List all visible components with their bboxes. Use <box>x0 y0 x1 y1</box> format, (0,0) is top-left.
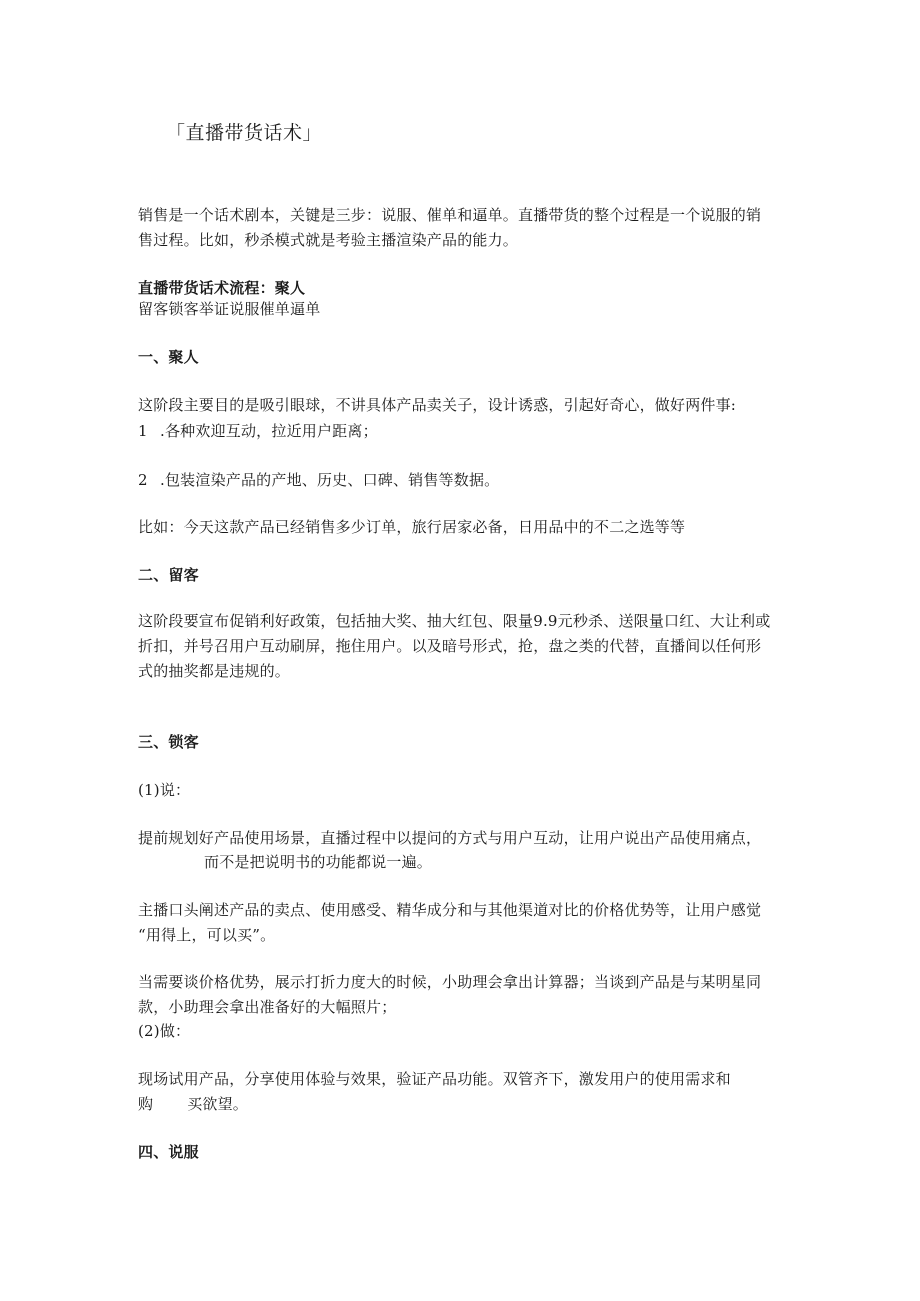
section3-p4-line-2 <box>138 1093 248 1116</box>
section3-p4-line-1: 现场试用产品，分享使用体验与效果，验证产品功能。双管齐下，激发用户的使用需求和 <box>138 1070 731 1088</box>
section2-heading: 二、留客 <box>138 566 199 584</box>
p4-line-2-a: 购 <box>138 1095 154 1113</box>
section3-sub-1: (1)说： <box>138 781 191 799</box>
section1-text: 这阶段主要目的是吸引眼球，不讲具体产品卖关子，设计诱惑，引起好奇心，做好两件事: <box>138 396 737 414</box>
section2-line-1: 这阶段要宣布促销利好政策，包括抽大奖、抽大红包、限量9.9元秒杀、送限量口红、大让利或 <box>138 612 771 630</box>
p1-line-2-text: 而不是把说明书的功能都说一遍。 <box>204 853 433 871</box>
section3-p2-line-2: “用得上，可以买”。 <box>138 926 276 944</box>
intro-line-1: 销售是一个话术剧本，关键是三步：说服、催单和逼单。直播带货的整个过程是一个说服的销 <box>138 206 762 224</box>
section1-heading: 一、聚人 <box>138 348 199 366</box>
section3-p3-line-2: 款，小助理会拿出准备好的大幅照片； <box>138 998 397 1016</box>
flow-steps: 留客锁客举证说服催单逼单 <box>138 300 321 318</box>
flow-heading: 直播带货话术流程：聚人 <box>138 279 306 297</box>
item-2-number: 2 <box>138 471 148 489</box>
document-title: 「直播带货话术」 <box>166 122 323 144</box>
section1-item-2 <box>138 469 499 492</box>
section1-example: 比如：今天这款产品已经销售多少订单，旅行居家必备，日用品中的不二之选等等 <box>138 518 686 536</box>
section3-p2-line-1: 主播口头阐述产品的卖点、使用感受、精华成分和与其他渠道对比的价格优势等，让用户感觉 <box>138 901 762 919</box>
section2-line-3: 式的抽奖都是违规的。 <box>138 662 291 680</box>
item-2-text: .包装渲染产品的产地、历史、口碑、销售等数据。 <box>160 471 500 489</box>
section3-sub-2: (2)做： <box>138 1022 191 1040</box>
section1-item-1 <box>138 420 378 443</box>
section3-p1-line-2 <box>138 851 432 874</box>
item-1-text: .各种欢迎互动，拉近用户距离； <box>160 422 378 440</box>
section3-heading: 三、锁客 <box>138 733 199 751</box>
section3-p1-line-1: 提前规划好产品使用场景，直播过程中以提问的方式与用户互动，让用户说出产品使用痛点， <box>138 829 762 847</box>
section2-line-2: 折扣，并号召用户互动刷屏，拖住用户。以及暗号形式，抢，盘之类的代替，直播间以任何形 <box>138 637 762 655</box>
p4-line-2-b: 买欲望。 <box>187 1095 249 1113</box>
item-1-number: 1 <box>138 422 148 440</box>
intro-line-2: 售过程。比如，秒杀模式就是考验主播渲染产品的能力。 <box>138 231 519 249</box>
section4-heading: 四、说服 <box>138 1143 199 1161</box>
section3-p3-line-1: 当需要谈价格优势，展示打折力度大的时候，小助理会拿出计算器；当谈到产品是与某明星同 <box>138 973 762 991</box>
